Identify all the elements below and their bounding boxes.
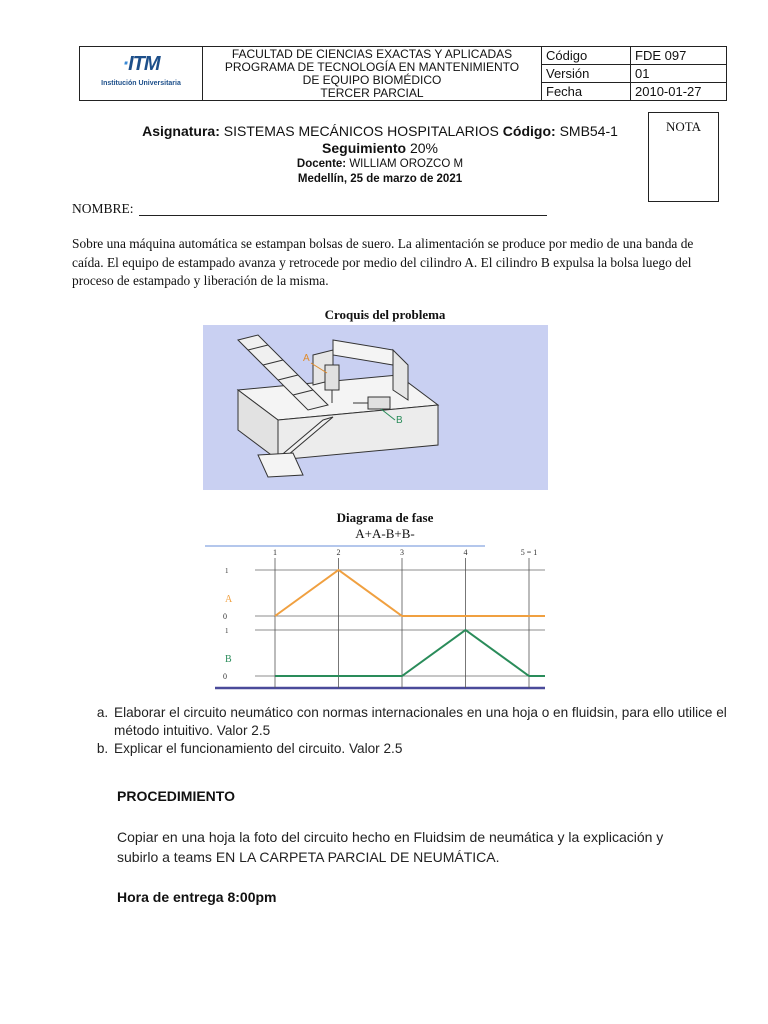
meta-value-version: 01 xyxy=(631,65,727,83)
series-line-A xyxy=(275,570,545,616)
phase-sequence: A+A-B+B- xyxy=(355,526,415,541)
x-tick-label: 5 = 1 xyxy=(520,548,538,557)
meta-label-code: Código xyxy=(542,47,631,65)
teacher-line: Docente: WILLIAM OROZCO M xyxy=(296,158,464,170)
tracking-line: Seguimiento 20% xyxy=(322,140,438,156)
task-item-a: a. Elaborar el circuito neumático con normas internacionales en una hoja o en fluidsin, para ello utilice el método intuitivo. Valor 2.5 xyxy=(112,704,752,740)
date-line: Medellín, 25 de marzo de 2021 xyxy=(297,173,463,185)
x-tick-label: 2 xyxy=(336,548,341,557)
y-tick-label: 0 xyxy=(223,612,227,621)
x-tick-label: 1 xyxy=(273,548,277,557)
faculty-title: FACULTAD DE CIENCIAS EXACTAS Y APLICADAS PROGRAMA DE TECNOLOGÍA EN MANTENIMIENTO DE EQUIPO BIOMÉDICO TERCER PARCIAL xyxy=(203,47,542,101)
deadline: Hora de entrega 8:00pm xyxy=(117,889,277,905)
document-header xyxy=(79,46,727,101)
task-list xyxy=(88,704,752,758)
itm-logo: ·ITM xyxy=(122,52,160,75)
name-label: NOMBRE: xyxy=(72,201,134,216)
meta-value-code: FDE 097 xyxy=(631,47,727,65)
procedure-heading: PROCEDIMIENTO xyxy=(117,788,235,804)
sketch-title: Croquis del problema xyxy=(324,307,446,322)
phase-title: Diagrama de fase xyxy=(336,510,434,525)
name-line[interactable] xyxy=(139,215,547,216)
y-tick-label: 1 xyxy=(225,567,229,575)
logo-cell xyxy=(80,47,203,101)
sketch-label-a: A xyxy=(303,353,310,364)
subject-line: Asignatura: SISTEMAS MECÁNICOS HOSPITALARIOS Código: SMB54-1 xyxy=(142,123,618,139)
procedure-text: Copiar en una hoja la foto del circuito hecho en Fluidsim de neumática y la explicación y subirlo a teams EN LA CARPETA PARCIAL DE NEUMÁTICA. xyxy=(117,829,664,865)
machine-sketch xyxy=(203,325,548,490)
y-tick-label: 0 xyxy=(223,672,227,681)
phase-diagram-chart xyxy=(205,540,550,692)
grade-box: NOTA xyxy=(648,112,719,202)
series-label-A: A xyxy=(225,594,233,605)
meta-label-version: Versión xyxy=(542,65,631,83)
x-tick-label: 4 xyxy=(463,548,468,557)
logo-subtitle: Institución Universitaria xyxy=(101,79,181,87)
series-label-B: B xyxy=(225,654,232,665)
meta-value-date: 2010-01-27 xyxy=(631,83,727,101)
y-tick-label: 1 xyxy=(225,627,229,635)
problem-statement: Sobre una máquina automática se estampan bolsas de suero. La alimentación se produce por medio de una banda de caída. El equipo de estampado avanza y retrocede por medio del cilindro A. El cilindro B expulsa la bolsa luego del proceso de estampado y liberación de la misma. xyxy=(72,236,694,288)
phase-title-block xyxy=(250,510,520,542)
meta-label-date: Fecha xyxy=(542,83,631,101)
task-item-b: b. Explicar el funcionamiento del circuito. Valor 2.5 xyxy=(112,740,752,758)
series-line-B xyxy=(275,630,545,676)
course-info xyxy=(100,123,660,187)
x-tick-label: 3 xyxy=(400,548,404,557)
machine-drawing xyxy=(203,325,548,490)
sketch-label-b: B xyxy=(396,415,403,426)
